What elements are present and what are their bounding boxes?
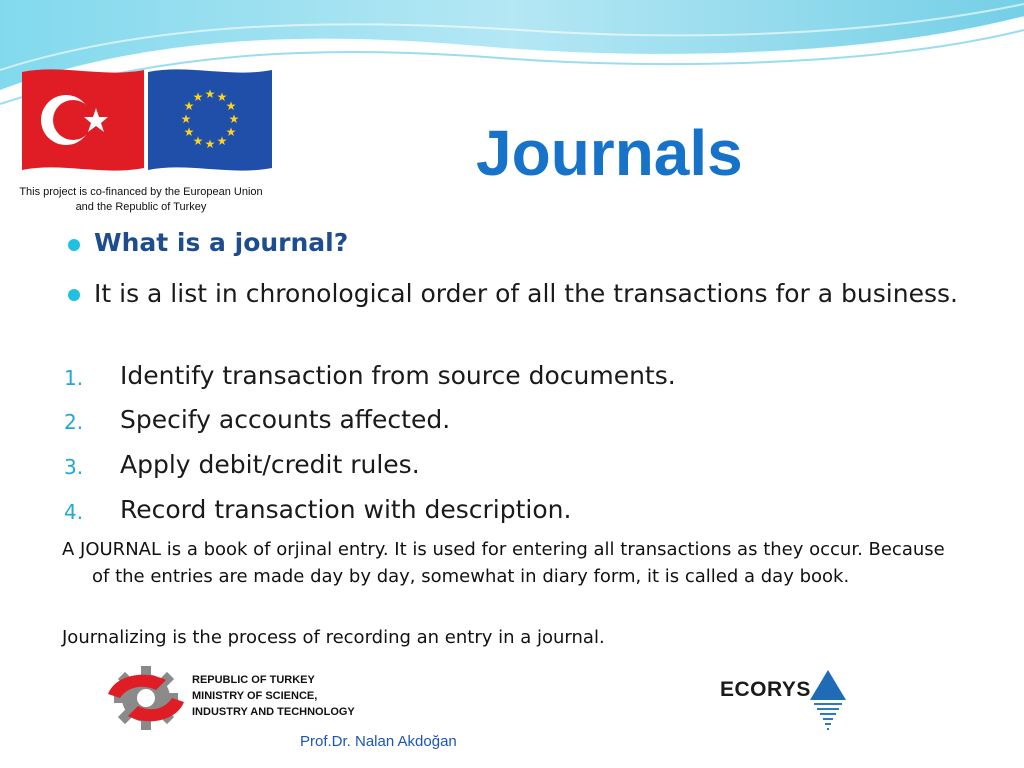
svg-text:★: ★	[216, 134, 228, 148]
step-number: 1.	[64, 366, 84, 390]
step-text: Apply debit/credit rules.	[120, 450, 420, 479]
step-number: 2.	[64, 410, 84, 434]
bullet-icon	[68, 289, 80, 301]
svg-text:★: ★	[228, 112, 240, 126]
question-heading: What is a journal?	[94, 228, 349, 257]
ministry-line: MINISTRY OF SCIENCE,	[192, 690, 318, 702]
svg-text:★: ★	[192, 90, 204, 104]
svg-text:★: ★	[225, 125, 237, 139]
step-number: 4.	[64, 500, 84, 524]
ministry-line: INDUSTRY AND TECHNOLOGY	[192, 706, 355, 718]
ecorys-triangle-icon	[810, 670, 846, 732]
step-text: Specify accounts affected.	[120, 405, 451, 434]
ministry-name	[192, 672, 355, 720]
cofinance-caption: This project is co-financed by the European Union and the Republic of Turkey	[19, 186, 263, 213]
svg-text:★: ★	[204, 137, 216, 151]
author-name: Prof.Dr. Nalan Akdoğan	[300, 733, 457, 750]
definition-text: It is a list in chronological order of all the transactions for a business.	[94, 279, 958, 308]
svg-text:★: ★	[183, 99, 195, 113]
journalizing-note: Journalizing is the process of recording an entry in a journal.	[62, 627, 605, 648]
bullet-icon	[68, 239, 80, 251]
svg-text:★: ★	[180, 112, 192, 126]
svg-text:★: ★	[183, 125, 195, 139]
step-text: Identify transaction from source documents.	[120, 361, 676, 390]
ministry-gear-icon	[106, 664, 188, 730]
slide-title: Journals	[476, 117, 743, 189]
turkey-flag-icon	[22, 69, 144, 170]
svg-text:★: ★	[204, 87, 216, 101]
ecorys-logo-text: ECORYS	[720, 678, 811, 701]
svg-text:★: ★	[192, 134, 204, 148]
eu-flag-icon	[148, 69, 272, 170]
ministry-line: REPUBLIC OF TURKEY	[192, 674, 315, 686]
step-number: 3.	[64, 455, 84, 479]
svg-text:★: ★	[225, 99, 237, 113]
journal-note: A JOURNAL is a book of orjinal entry. It is used for entering all transactions as they occur. Because of the entries are made day by day, somewhat in diary form, it is called a day book.	[62, 539, 945, 587]
flags-logo	[22, 68, 272, 172]
svg-text:★: ★	[216, 90, 228, 104]
step-text: Record transaction with description.	[120, 495, 572, 524]
